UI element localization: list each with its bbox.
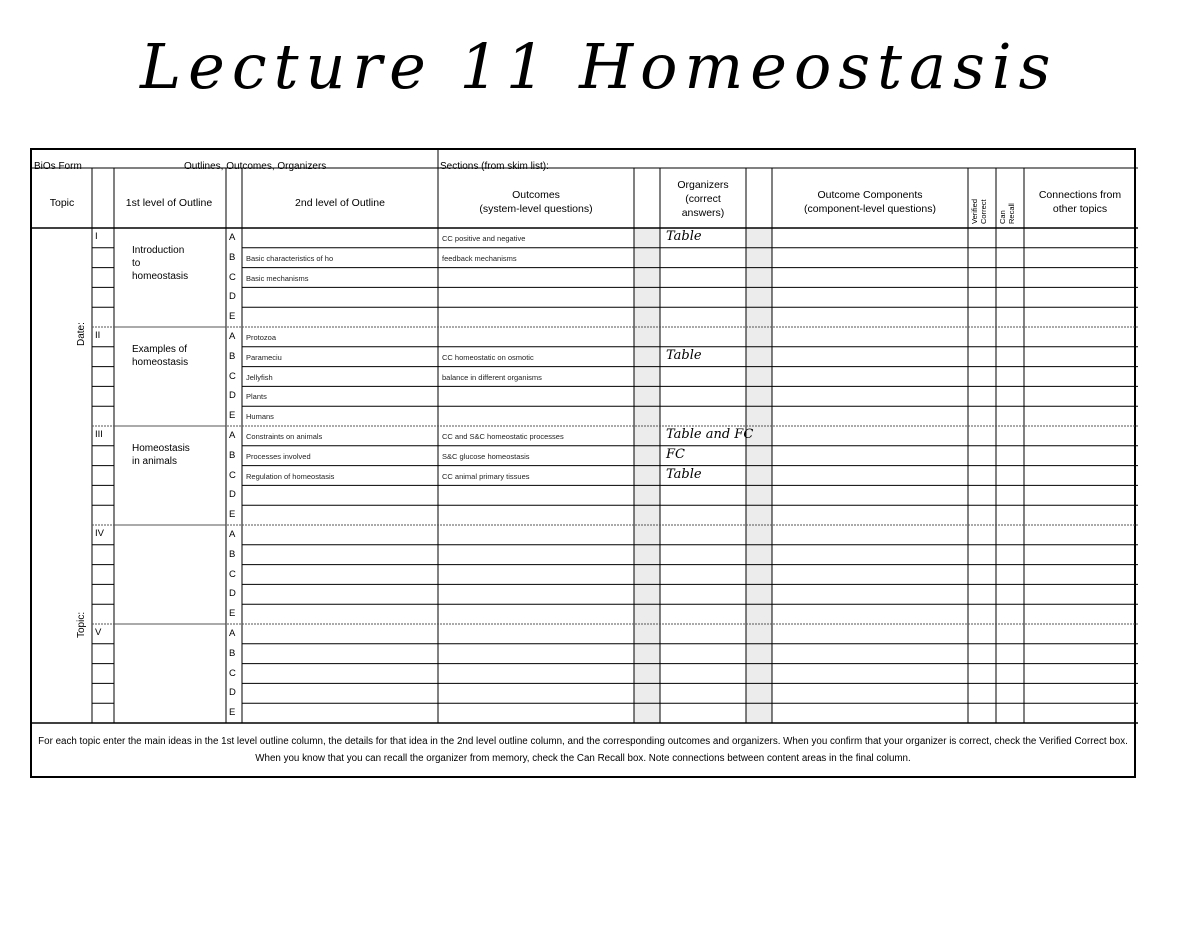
organizer-text[interactable]: FC bbox=[666, 446, 685, 462]
form-subtitle: Outlines, Outcomes, Organizers bbox=[184, 161, 327, 172]
row-letter: A bbox=[229, 430, 236, 441]
section-numeral: III bbox=[95, 429, 103, 440]
sections-label: Sections (from skim list): bbox=[440, 161, 549, 172]
section-level1-label: Examples of homeostasis bbox=[132, 344, 189, 368]
row-letter: C bbox=[229, 469, 236, 481]
row-letter: E bbox=[229, 311, 236, 323]
level2-text[interactable]: Processes involved bbox=[246, 451, 311, 461]
row-letter: E bbox=[229, 410, 236, 422]
outcome-text[interactable]: CC and S&C homeostatic processes bbox=[442, 432, 564, 441]
organizer-text[interactable]: Table and FC bbox=[666, 427, 754, 442]
col-header-components: Outcome Components (component-level questions) bbox=[804, 189, 936, 215]
col-header-outcomes: Outcomes (system-level questions) bbox=[479, 189, 593, 215]
bios-form bbox=[30, 148, 1136, 778]
row-letter: B bbox=[229, 548, 236, 560]
organizer-text[interactable]: Table bbox=[666, 466, 702, 482]
shaded-column bbox=[746, 228, 772, 723]
row-letter: B bbox=[229, 647, 236, 659]
row-letter: C bbox=[229, 370, 236, 382]
row-letter: C bbox=[229, 667, 236, 679]
level2-text[interactable]: Parameciu bbox=[246, 352, 282, 362]
level2-text[interactable]: Plants bbox=[246, 392, 267, 402]
outcome-text[interactable]: CC positive and negative bbox=[442, 234, 526, 243]
section-numeral: V bbox=[95, 627, 102, 638]
level2-text[interactable]: Constraints on animals bbox=[246, 432, 323, 441]
row-letter: D bbox=[229, 291, 236, 303]
topic-label: Topic: bbox=[76, 611, 87, 638]
col-header-level2: 2nd level of Outline bbox=[295, 197, 385, 209]
section-numeral: II bbox=[95, 330, 101, 341]
section-numeral: I bbox=[95, 231, 98, 242]
section-level1-label: Homeostasis in animals bbox=[132, 443, 190, 467]
level2-text[interactable]: Jellyfish bbox=[246, 372, 273, 382]
outcome-text[interactable]: S&C glucose homeostasis bbox=[442, 451, 530, 461]
row-letter: B bbox=[229, 251, 236, 263]
row-letter: C bbox=[229, 568, 236, 580]
row-letter: E bbox=[229, 509, 236, 521]
row-letter: A bbox=[229, 628, 236, 639]
level2-text[interactable]: Humans bbox=[246, 412, 274, 422]
level2-text[interactable]: Regulation of homeostasis bbox=[246, 471, 335, 481]
organizer-text[interactable]: Table bbox=[666, 229, 702, 244]
handwritten-title: Lecture 11 Homeostasis bbox=[140, 30, 1058, 103]
level2-text[interactable]: Protozoa bbox=[246, 333, 277, 342]
section-numeral: IV bbox=[95, 528, 104, 539]
row-letter: D bbox=[229, 489, 236, 501]
row-letter: B bbox=[229, 449, 236, 461]
instructions-footer: For each topic enter the main ideas in the 1st level outline column, the details for that idea in the 2nd level outline column, and the corresponding outcomes and organizers. When you confirm that your organizer is correct, check the Verified Correct box. When you know that you can recall the organizer from memory, check the Can Recall box. Note connections between content areas in the final column. bbox=[38, 736, 1128, 764]
date-label: Date: bbox=[76, 322, 87, 346]
form-name: BiOs Form bbox=[34, 161, 82, 172]
row-letter: C bbox=[229, 271, 236, 283]
form-grid bbox=[32, 150, 1138, 780]
col-header-topic: Topic bbox=[49, 197, 75, 209]
level2-text[interactable]: Basic characteristics of ho bbox=[246, 253, 334, 263]
outcome-text[interactable]: CC homeostatic on osmotic bbox=[442, 352, 534, 362]
row-letter: E bbox=[229, 707, 236, 719]
row-letter: A bbox=[229, 232, 236, 243]
row-letter: A bbox=[229, 331, 236, 342]
row-letter: D bbox=[229, 390, 236, 402]
col-header-connections: Connections from other topics bbox=[1038, 189, 1122, 215]
outcome-text[interactable]: balance in different organisms bbox=[442, 372, 542, 382]
col-header-verified: Verified Correct bbox=[970, 198, 988, 224]
row-letter: E bbox=[229, 608, 236, 620]
outcome-text[interactable]: feedback mechanisms bbox=[442, 253, 517, 263]
row-letter: B bbox=[229, 350, 236, 362]
organizer-text[interactable]: Table bbox=[666, 347, 702, 363]
shaded-column bbox=[634, 228, 660, 723]
section-level1-label: Introduction to homeostasis bbox=[132, 245, 189, 282]
col-header-recall: Can Recall bbox=[998, 203, 1016, 224]
row-letter: A bbox=[229, 529, 236, 540]
col-header-organizers: Organizers (correct answers) bbox=[677, 179, 729, 219]
outcome-text[interactable]: CC animal primary tissues bbox=[442, 471, 530, 481]
row-letter: D bbox=[229, 588, 236, 600]
col-header-level1: 1st level of Outline bbox=[125, 197, 213, 209]
row-letter: D bbox=[229, 687, 236, 699]
level2-text[interactable]: Basic mechanisms bbox=[246, 273, 309, 283]
